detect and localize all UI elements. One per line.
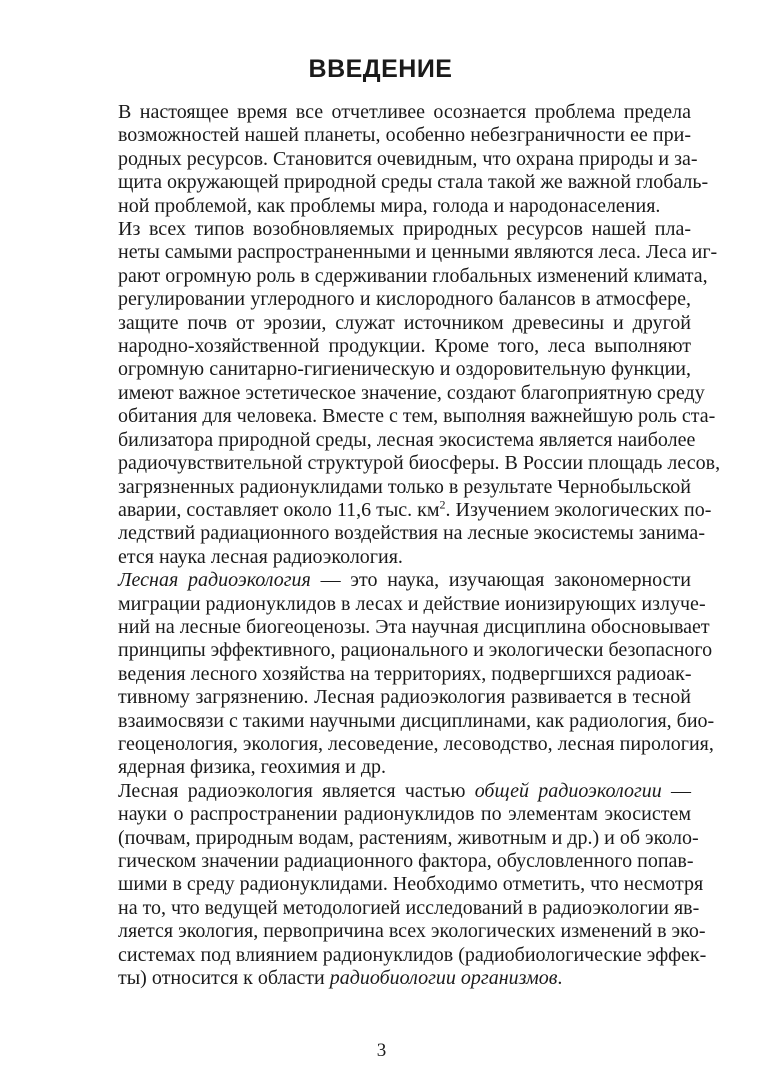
text-line: Из всех типов возобновляемых природных ресурсов нашей пла-	[118, 218, 691, 241]
paragraph-1	[70, 101, 709, 218]
text-line: на то, что ведущей методологией исследований в радиоэкологии яв-	[118, 896, 700, 919]
text-line: принципы эффективного, рационального и экологически безопасного	[118, 639, 713, 662]
paragraph-4	[70, 779, 707, 991]
text-segment: .	[557, 967, 563, 990]
text-line: обитания для человека. Вместе с тем, выполняя важнейшую роль ста-	[118, 405, 716, 428]
text-line: ядерная физика, геохимия и др.	[118, 756, 387, 779]
text-segment: . Изучением экологических по-	[445, 498, 712, 521]
text-line	[70, 497, 712, 522]
text-line: ется наука лесная радиоэкология.	[118, 545, 403, 568]
text-line: гическом значении радиационного фактора, обусловленного попав-	[118, 850, 694, 872]
text-line: ведения лесного хозяйства на территориях, подвергшихся радиоак-	[118, 662, 692, 685]
text-line	[70, 569, 691, 592]
italic-term: Лесная радиоэкология	[118, 569, 311, 592]
italic-term: общей радиоэкологии	[474, 779, 662, 802]
text-line: ляется экология, первопричина всех экологических изменений в эко-	[118, 920, 706, 943]
text-segment: аварии, составляет около 11,6 тыс. км	[118, 498, 440, 521]
text-line: миграции радионуклидов в лесах и действие ионизирующих излуче-	[118, 592, 706, 615]
text-line: защите почв от эрозии, служат источником древесины и другой	[118, 311, 691, 334]
text-line: радиочувствительной структурой биосферы. В России площадь лесов,	[118, 452, 721, 475]
text-segment: ты) относится к области	[118, 967, 330, 990]
text-line: геоценология, экология, лесоведение, лесоводство, лесная пирология,	[118, 732, 714, 755]
text-line: родных ресурсов. Становится очевидным, что охрана природы и за-	[118, 147, 698, 170]
paragraph-2	[70, 218, 721, 569]
superscript: 2	[439, 497, 446, 512]
text-line: щита окружающей природной среды стала такой же важной глобаль-	[118, 171, 709, 194]
text-segment: — это наука, изучающая закономерности	[310, 569, 691, 592]
text-line: взаимосвязи с такими научными дисциплинами, как радиология, био-	[118, 709, 715, 732]
text-segment: —	[661, 779, 691, 802]
text-line: возможностей нашей планеты, особенно небезграничности ее при-	[118, 124, 691, 147]
text-line: ний на лесные биогеоценозы. Эта научная дисциплина обосновывает	[118, 615, 710, 638]
text-line: ледствий радиационного воздействия на лесные экосистемы занима-	[118, 522, 705, 545]
page-title: ВВЕДЕНИЕ	[308, 55, 453, 83]
italic-term: радиобиологии организмов	[329, 967, 558, 990]
body-text	[70, 101, 721, 990]
text-line: неты самыми распространенными и ценными являются леса. Леса иг-	[118, 241, 718, 264]
text-line: системах под влиянием радионуклидов (радиобиологические эффек-	[118, 943, 707, 966]
text-line	[70, 780, 691, 803]
text-line: ной проблемой, как проблемы мира, голода и народонаселения.	[118, 194, 661, 217]
text-line: науки о распространении радионуклидов по элементам экосистем	[118, 803, 691, 826]
text-line: тивному загрязнению. Лесная радиоэкология развивается в тесной	[118, 686, 691, 709]
text-line: В настоящее время все отчетливее осознается проблема предела	[118, 101, 691, 123]
text-line: (почвам, природным водам, растениям, животным и др.) и об эколо-	[118, 826, 699, 849]
page-number: 3	[376, 1040, 387, 1061]
text-line: народно-хозяйственной продукции. Кроме того, леса выполняют	[118, 335, 691, 358]
paragraph-3	[70, 569, 715, 780]
text-line: имеют важное эстетическое значение, создают благоприятную среду	[118, 381, 705, 404]
text-line: регулировании углеродного и кислородного балансов в атмосфере,	[118, 288, 691, 311]
text-line: билизатора природной среды, лесная экосистема является наиболее	[118, 428, 696, 451]
text-line: огромную санитарно-гигиеническую и оздоровительную функции,	[118, 358, 691, 381]
text-segment: Лесная радиоэкология является частью	[118, 779, 475, 802]
text-line	[70, 967, 691, 990]
text-line: шими в среду радионуклидами. Необходимо отметить, что несмотря	[118, 873, 704, 896]
text-line: загрязненных радионуклидами только в результате Чернобыльской	[118, 475, 691, 498]
text-line: рают огромную роль в сдерживании глобальных изменений климата,	[118, 264, 708, 287]
